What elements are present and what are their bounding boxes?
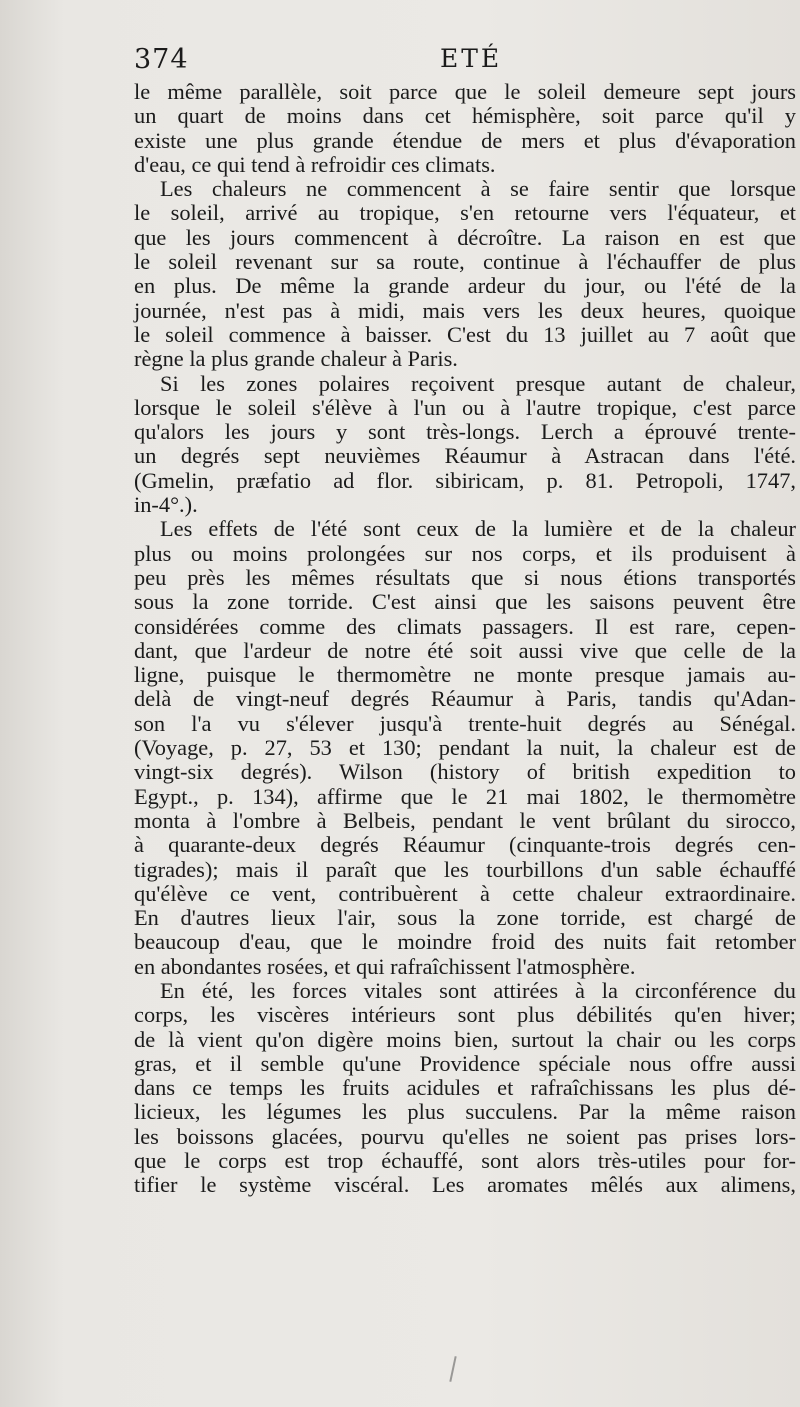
text-line: ligne, puisque le thermomètre ne monte presque jamais au-: [134, 662, 796, 688]
text-line: Si les zones polaires reçoivent presque autant de chaleur,: [160, 370, 796, 396]
text-line: sous la zone torride. C'est ainsi que les saisons peuvent être: [134, 589, 796, 615]
running-head: ETÉ: [440, 44, 503, 73]
text-line: En d'autres lieux l'air, sous la zone torride, est chargé de: [134, 905, 796, 931]
text-line: le soleil commence à baisser. C'est du 13 juillet au 7 août que: [134, 321, 796, 347]
text-line: lorsque le soleil s'élève à l'un ou à l'autre tropique, c'est parce: [134, 394, 796, 420]
text-line: le même parallèle, soit parce que le soleil demeure sept jours: [134, 79, 796, 104]
text-line: journée, n'est pas à midi, mais vers les deux heures, quoique: [134, 297, 796, 323]
text-line: in-4°.).: [134, 492, 198, 518]
text-line: peu près les mêmes résultats que si nous étions transportés: [134, 564, 796, 590]
page-number: 374: [134, 44, 189, 75]
text-line: (Gmelin, præfatio ad flor. sibiricam, p. 81. Petropoli, 1747,: [134, 467, 796, 493]
text-line: tigrades); mais il paraît que les tourbillons d'un sable échauffé: [134, 856, 796, 882]
text-line: que les jours commencent à décroître. La raison en est que: [134, 224, 796, 250]
text-line: vingt-six degrés). Wilson (history of british expedition to: [134, 759, 796, 785]
text-line: règne la plus grande chaleur à Paris.: [134, 346, 458, 372]
text-line: Les effets de l'été sont ceux de la lumière et de la chaleur: [160, 516, 796, 542]
text-line: gras, et il semble qu'une Providence spéciale nous offre aussi: [134, 1050, 796, 1076]
text-line: le soleil, arrivé au tropique, s'en retourne vers l'équateur, et: [134, 200, 796, 226]
text-line: le soleil revenant sur sa route, continue à l'échauffer de plus: [134, 249, 796, 275]
text-line: en abondantes rosées, et qui rafraîchissent l'atmosphère.: [134, 953, 636, 979]
text-line: un quart de moins dans cet hémisphère, soit parce qu'il y: [134, 103, 796, 129]
text-line: qu'élève ce vent, contribuèrent à cette chaleur extraordinaire.: [134, 880, 796, 906]
text-line: existe une plus grande étendue de mers et plus d'évaporation: [134, 127, 796, 153]
text-line: corps, les viscères intérieurs sont plus débilités qu'en hiver;: [134, 1002, 796, 1028]
text-line: (Voyage, p. 27, 53 et 130; pendant la nuit, la chaleur est de: [134, 735, 796, 761]
text-line: dans ce temps les fruits acidules et rafraîchissans les plus dé-: [134, 1075, 796, 1101]
text-line: tifier le système viscéral. Les aromates mêlés aux alimens,: [134, 1172, 796, 1198]
text-line: monta à l'ombre à Belbeis, pendant le vent brûlant du sirocco,: [134, 807, 796, 833]
text-line: les boissons glacées, pourvu qu'elles ne soient pas prises lors-: [134, 1123, 796, 1149]
text-line: Egypt., p. 134), affirme que le 21 mai 1802, le thermomètre: [134, 783, 796, 809]
text-line: son l'a vu s'élever jusqu'à trente-huit degrés au Sénégal.: [134, 710, 796, 736]
text-line: delà de vingt-neuf degrés Réaumur à Paris, tandis qu'Adan-: [134, 686, 796, 712]
text-line: beaucoup d'eau, que le moindre froid des nuits fait retomber: [134, 929, 796, 955]
text-line: un degrés sept neuvièmes Réaumur à Astracan dans l'été.: [134, 443, 796, 469]
text-line: licieux, les légumes les plus succulens. Par la même raison: [134, 1099, 796, 1125]
text-line: de là vient qu'on digère moins bien, surtout la chair ou les corps: [134, 1026, 796, 1052]
text-line: d'eau, ce qui tend à refroidir ces climats.: [134, 151, 496, 177]
text-line: Les chaleurs ne commencent à se faire sentir que lorsque: [160, 176, 796, 202]
text-line: plus ou moins prolongées sur nos corps, et ils produisent à: [134, 540, 796, 566]
text-line: dant, que l'ardeur de notre été soit aussi vive que celle de la: [134, 637, 796, 663]
text-line: en plus. De même la grande ardeur du jour, ou l'été de la: [134, 273, 796, 299]
text-line: qu'alors les jours y sont très-longs. Lerch a éprouvé trente-: [134, 419, 796, 445]
text-line: à quarante-deux degrés Réaumur (cinquante-trois degrés cen-: [134, 832, 796, 858]
text-line: considérées comme des climats passagers. Il est rare, cepen-: [134, 613, 796, 639]
stray-ink-mark: [449, 1356, 456, 1382]
text-line: que le corps est trop échauffé, sont alors très-utiles pour for-: [134, 1148, 796, 1174]
body-text: [134, 80, 796, 1198]
text-line: En été, les forces vitales sont attirées à la circonférence du: [160, 977, 796, 1003]
page-header: [134, 44, 794, 84]
